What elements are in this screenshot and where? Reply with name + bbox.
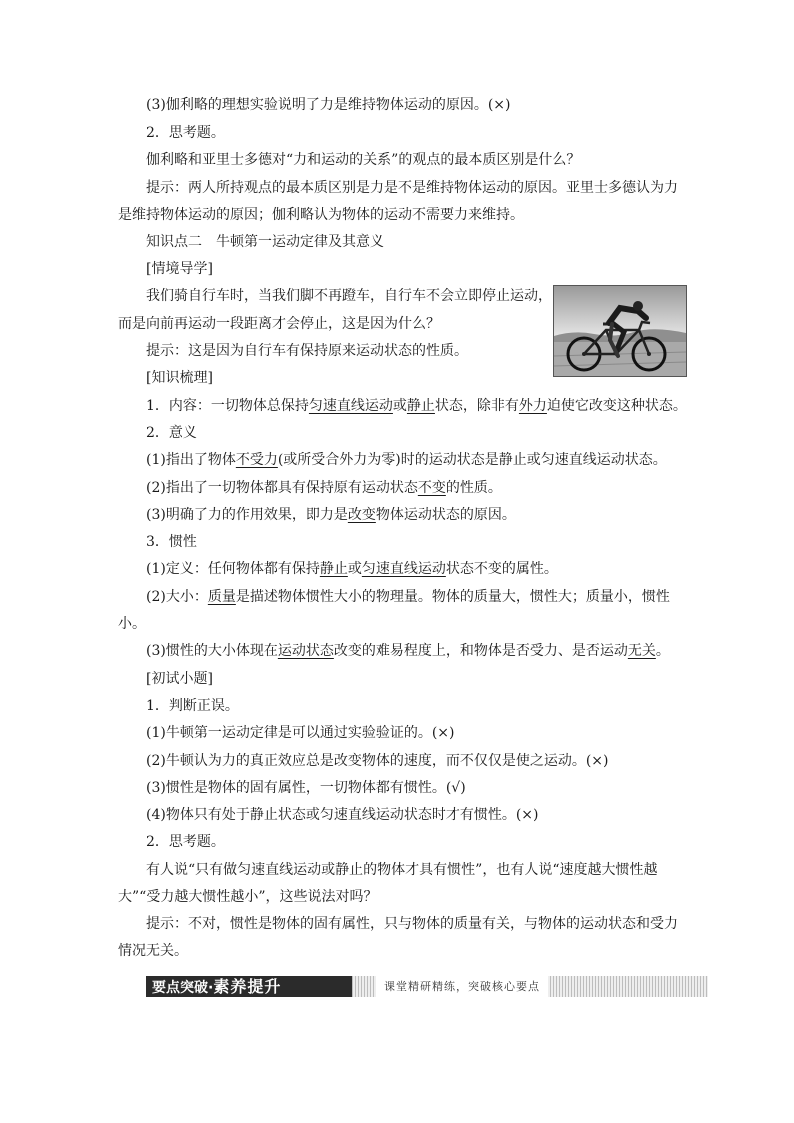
underlined-answer: 静止 [319,561,348,577]
text-line: 而是向前再运动一段距离才会停止，这是因为什么？ [118,316,440,332]
inertia-size: (2)大小：质量是描述物体惯性大小的物理量。物体的质量大，惯性大；质量小，惯性 [146,589,670,605]
underlined-answer: 外力 [518,398,547,414]
section-banner [146,976,708,997]
underlined-answer: 无关 [627,643,656,659]
meaning-item-2: (2)指出了一切物体都具有保持原有运动状态不变的性质。 [146,480,502,496]
cyclist-photo [553,285,687,377]
meaning-item-3: (3)明确了力的作用效果，即力是改变物体运动状态的原因。 [146,507,516,523]
text-line: 伽利略和亚里士多德对“力和运动的关系”的观点的最本质区别是什么？ [146,152,581,168]
text-line: 提示：这是因为自行车有保持原来运动状态的性质。 [146,343,468,359]
inertia-size-cont: 小。 [118,616,146,632]
law-content: 1．内容：一切物体总保持匀速直线运动或静止状态，除非有外力迫使它改变这种状态。 [146,398,687,414]
text-line: 1．判断正误。 [146,698,239,714]
underlined-answer: 匀速直线运动 [361,561,446,577]
banner-subtitle-bar [352,976,708,997]
text-line: (1)牛顿第一运动定律是可以通过实验验证的。(×) [146,725,455,741]
section-label: [初试小题] [146,671,213,687]
banner-subtitle: 课堂精研精练，突破核心要点 [376,976,548,997]
text-line: (4)物体只有处于静止状态或匀速直线运动状态时才有惯性。(×) [146,807,539,823]
text-line: 2．思考题。 [146,834,225,850]
underlined-answer: 改变 [347,507,376,523]
text-line: 我们骑自行车时，当我们脚不再蹬车，自行车不会立即停止运动， [146,288,552,304]
text-line: 大”“受力越大惯性越小”，这些说法对吗？ [118,889,378,905]
text-line: 情况无关。 [118,943,188,959]
text-line: 有人说“只有做匀速直线运动或静止的物体才具有惯性”，也有人说“速度越大惯性越 [146,862,658,878]
underlined-answer: 不受力 [235,452,278,468]
meaning-heading: 2．意义 [146,425,197,441]
text-line: 提示：两人所持观点的最本质区别是力是不是维持物体运动的原因。亚里士多德认为力 [146,180,678,196]
text-line: (3)惯性是物体的固有属性，一切物体都有惯性。(√) [146,780,466,796]
underlined-answer: 静止 [406,398,435,414]
text-line: 是维持物体运动的原因；伽利略认为物体的运动不需要力来维持。 [118,207,524,223]
section-heading: 知识点二 牛顿第一运动定律及其意义 [146,234,384,250]
inertia-representation: (3)惯性的大小体现在运动状态改变的难易程度上，和物体是否受力、是否运动无关。 [146,643,670,659]
meaning-item-1: (1)指出了物体不受力(或所受合外力为零)时的运动状态是静止或匀速直线运动状态。 [146,452,667,468]
text-line: (3)伽利略的理想实验说明了力是维持物体运动的原因。(×) [146,97,511,113]
inertia-heading: 3．惯性 [146,534,197,550]
underlined-answer: 运动状态 [277,643,334,659]
section-label: [情境导学] [146,261,213,277]
text-line: 2．思考题。 [146,125,225,141]
underlined-answer: 质量 [207,589,236,605]
underlined-answer: 不变 [417,480,446,496]
inertia-definition: (1)定义：任何物体都有保持静止或匀速直线运动状态不变的属性。 [146,561,558,577]
underlined-answer: 匀速直线运动 [308,398,393,414]
text-line: 提示：不对，惯性是物体的固有属性，只与物体的质量有关，与物体的运动状态和受力 [146,916,678,932]
banner-title: 要点突破·素养提升 [146,976,352,997]
text-line: (2)牛顿认为力的真正效应总是改变物体的速度，而不仅仅是使之运动。(×) [146,753,609,769]
cyclist-icon [554,286,686,376]
section-label: [知识梳理] [146,370,213,386]
